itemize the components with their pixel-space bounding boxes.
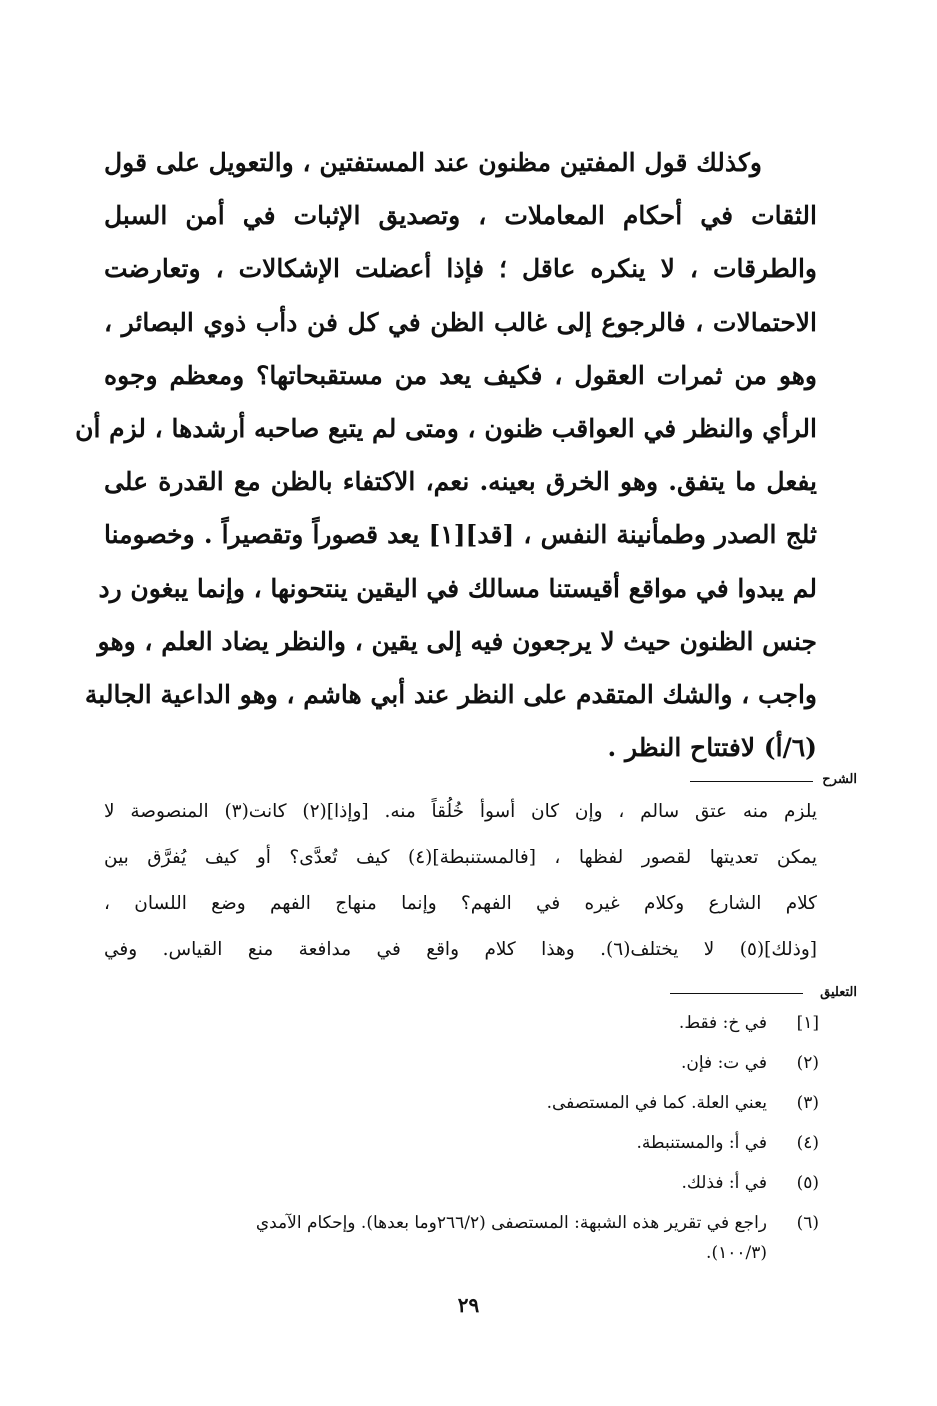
main-text-line: والطرقات ، لا ينكره عاقل ؛ فإذا أعضلت الإشكالات ، وتعارضت bbox=[104, 254, 817, 284]
commentary-label: الشرح bbox=[822, 772, 857, 787]
main-text-line: جنس الظنون حيث لا يرجعون فيه إلى يقين ، والنظر يضاد العلم ، وهو bbox=[97, 626, 817, 656]
main-text-line: الاحتمالات ، فالرجوع إلى غالب الظن في كل فن دأب ذوي البصائر ، bbox=[104, 307, 817, 337]
footnote-text-block bbox=[100, 1203, 767, 1268]
footnote-number: (٣) bbox=[796, 1093, 819, 1113]
footnote-text-continued: (١٠٠/٣). bbox=[706, 1243, 767, 1263]
commentary-line: [وذلك](٥) لا يختلف(٦). وهذا كلام واقع في مدافعة منع القياس. وفي bbox=[104, 939, 817, 960]
notes-divider bbox=[670, 993, 803, 994]
footnote-text: يعني العلة. كما في المستصفى. bbox=[546, 1093, 767, 1113]
footnotes bbox=[100, 1003, 819, 1268]
commentary-line: يلزم منه عتق سالم ، وإن كان أسوأ خُلُقاً منه. [وإذا](٢) كانت(٣) المنصوصة لا bbox=[104, 801, 817, 822]
footnote bbox=[100, 1003, 819, 1043]
footnote bbox=[100, 1123, 819, 1163]
page-number: ٢٩ bbox=[457, 1293, 480, 1317]
main-text-line: لم يبدوا في مواقع أقيستنا مسالك في اليقين ينتحونها ، وإنما يبغون رد bbox=[98, 573, 817, 603]
footnote-text: في أ: والمستنبطة. bbox=[636, 1133, 767, 1153]
main-text-line: واجب ، والشك المتقدم على النظر عند أبي هاشم ، وهو الداعية الجالبة bbox=[84, 680, 817, 710]
main-text-line: ثلج الصدر وطمأنينة النفس ، [قد][١] يعد قصوراً وتقصيراً . وخصومنا bbox=[104, 520, 817, 550]
footnote-number: (٦) bbox=[796, 1213, 819, 1233]
footnote-number: [١] bbox=[796, 1013, 819, 1033]
footnote bbox=[100, 1163, 819, 1203]
main-text-line: وهو من ثمرات العقول ، فكيف يعد من مستقبحاتها؟ ومعظم وجوه bbox=[104, 360, 817, 390]
commentary-line: يمكن تعديتها لقصور لفظها ، [فالمستنبطة](٤) كيف تُعدَّى؟ أو كيف يُفرَّق بين bbox=[104, 847, 817, 868]
commentary-divider bbox=[690, 781, 813, 782]
footnote bbox=[100, 1043, 819, 1083]
footnote bbox=[100, 1083, 819, 1123]
footnote-text: راجع في تقرير هذه الشبهة: المستصفى (٢٦٦/٢وما بعدها). وإحكام الآمدي bbox=[255, 1213, 767, 1233]
footnote bbox=[100, 1203, 819, 1268]
footnote-text: في أ: فذلك. bbox=[681, 1173, 767, 1193]
main-text-line: وكذلك قول المفتين مظنون عند المستفتين ، والتعويل على قول bbox=[104, 148, 762, 177]
main-text bbox=[75, 136, 817, 774]
main-text-line: (٦/أ) لافتتاح النظر . bbox=[607, 733, 817, 763]
main-text-line: الرأي والنظر في العواقب ظنون ، ومتى لم يتبع صاحبه أرشدها ، لزم أن bbox=[75, 414, 817, 444]
main-text-line: الثقات في أحكام المعاملات ، وتصديق الإثبات في أمن السبل bbox=[104, 201, 817, 231]
commentary-line: كلام الشارع وكلام غيره في الفهم؟ وإنما منهاج الفهم وضع اللسان ، bbox=[104, 893, 817, 914]
notes-label: التعليق bbox=[820, 985, 857, 1000]
footnote-number: (٤) bbox=[796, 1133, 819, 1153]
commentary-text bbox=[104, 789, 817, 973]
footnote-text: في خ: فقط. bbox=[678, 1013, 767, 1033]
footnote-text: في ت: فإن. bbox=[680, 1053, 767, 1073]
footnote-number: (٢) bbox=[796, 1053, 819, 1073]
main-text-line: يفعل ما يتفق. وهو الخرق بعينه. نعم، الاكتفاء بالظن مع القدرة على bbox=[104, 467, 817, 497]
footnote-number: (٥) bbox=[796, 1173, 819, 1193]
